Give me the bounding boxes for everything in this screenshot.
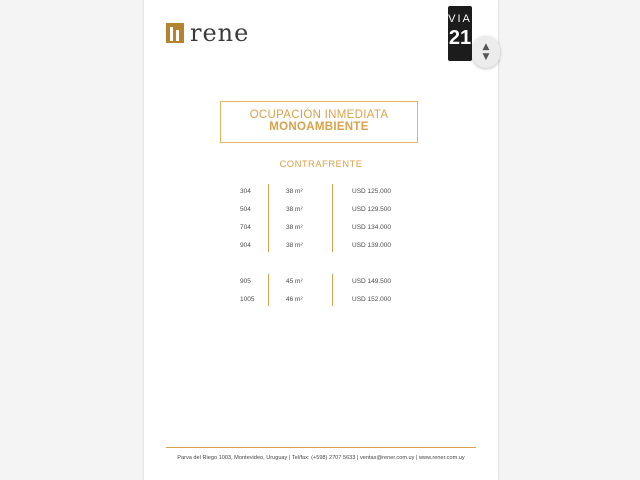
rener-logo <box>166 19 250 47</box>
footer-contact: Parva del Riego 1003, Montevideo, Uruguay | Tel/fax: (+598) 2707 5633 | ventas@rener.com.uy | www.rener.com.uy <box>177 455 465 461</box>
title-line-1: OCUPACIÓN INMEDIATA <box>249 109 389 121</box>
unit-area: 38 m² <box>286 206 303 213</box>
table-row <box>144 278 498 290</box>
rener-logo-icon <box>166 23 184 43</box>
document-page <box>144 0 498 480</box>
unit-price: USD 139.000 <box>352 242 392 249</box>
column-divider <box>332 274 333 306</box>
unit-area: 38 m² <box>286 188 303 195</box>
title-box <box>220 101 418 143</box>
unit-price: USD 149.500 <box>352 278 392 285</box>
table-row <box>144 188 498 200</box>
via21-badge <box>448 6 472 61</box>
unit-area: 46 m² <box>286 296 303 303</box>
unit-number: 504 <box>240 206 251 213</box>
unit-number: 1005 <box>240 296 255 303</box>
chevron-up-icon[interactable]: ▲ <box>482 42 490 52</box>
table-row <box>144 296 498 308</box>
logo-text: rene <box>190 19 250 47</box>
badge-top-text: VIA <box>448 13 472 25</box>
column-divider <box>332 184 333 252</box>
unit-number: 904 <box>240 242 251 249</box>
unit-price: USD 129.500 <box>352 206 392 213</box>
chevron-down-icon[interactable]: ▼ <box>482 52 490 62</box>
footer-divider <box>166 447 476 448</box>
unit-price: USD 125.000 <box>352 188 392 195</box>
unit-price: USD 152.000 <box>352 296 392 303</box>
table-row <box>144 224 498 236</box>
section-title: CONTRAFRENTE <box>279 159 363 170</box>
badge-bottom-text: 21 <box>448 27 472 49</box>
column-divider <box>268 184 269 252</box>
page-scroll-control[interactable] <box>472 36 500 68</box>
unit-area: 45 m² <box>286 278 303 285</box>
unit-number: 304 <box>240 188 251 195</box>
unit-area: 38 m² <box>286 242 303 249</box>
table-row <box>144 242 498 254</box>
unit-area: 38 m² <box>286 224 303 231</box>
column-divider <box>268 274 269 306</box>
table-row <box>144 206 498 218</box>
unit-number: 905 <box>240 278 251 285</box>
unit-number: 704 <box>240 224 251 231</box>
title-line-2: MONOAMBIENTE <box>269 121 369 133</box>
unit-price: USD 134.000 <box>352 224 392 231</box>
